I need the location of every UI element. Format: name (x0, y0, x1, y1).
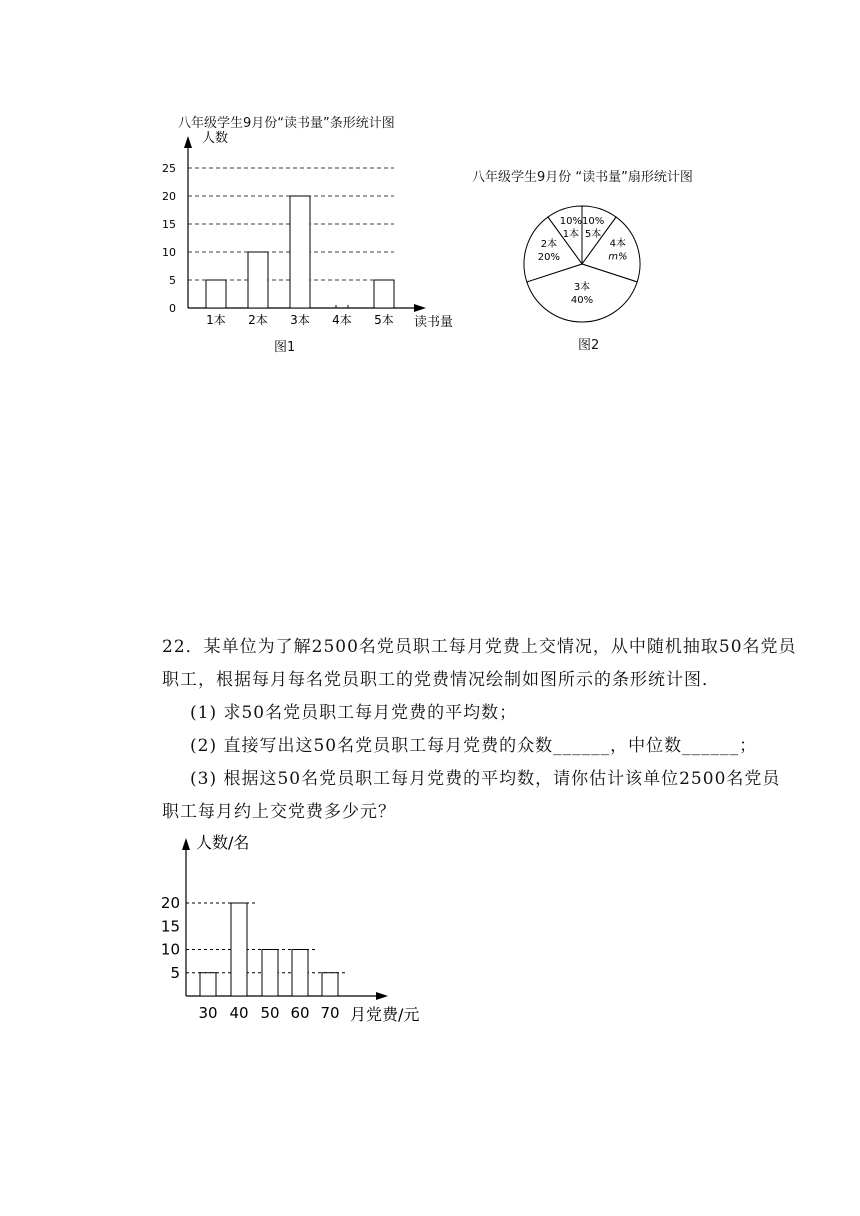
question-line-2: 职工，根据每月每名党员职工的党费情况绘制如图所示的条形统计图． (162, 670, 720, 690)
figure1-bar-chart (150, 128, 470, 338)
f2-slice-name-label: 4本 (609, 238, 627, 250)
f1-y-tick-label: 20 (162, 190, 176, 203)
f1-y-tick-label: 0 (169, 302, 176, 315)
f2-slice-name-label: 3本 (573, 281, 591, 293)
f3-y-arrow (182, 838, 190, 850)
f2-slice-percent-label: 10% (559, 215, 583, 227)
f1-bar (206, 280, 226, 308)
f1-y-tick-label: 10 (162, 246, 176, 259)
question-sub-1: (1) 求50名党员职工每月党费的平均数； (190, 703, 518, 723)
f1-y-tick-label: 25 (162, 162, 176, 175)
question-sub-3-cont: 职工每月约上交党费多少元？ (162, 802, 396, 822)
f3-x-axis-title: 月党费/元 (350, 1005, 420, 1024)
f3-x-arrow (376, 992, 388, 1000)
f2-slice-name-label: 5本 (584, 228, 602, 240)
f3-y-tick-label: 20 (160, 894, 180, 912)
f1-x-tick-label: 3本 (290, 313, 310, 327)
f1-y-arrow (184, 136, 192, 148)
f1-x-tick-label: 2本 (248, 313, 268, 327)
f1-bar (290, 196, 310, 308)
f1-bar (374, 280, 394, 308)
f1-bar (248, 252, 268, 308)
f3-bar (322, 973, 338, 996)
f3-x-tick-label: 40 (229, 1004, 249, 1022)
f1-x-axis-title: 读书量 (414, 315, 454, 330)
f2-slice-percent-label: 10% (581, 215, 605, 227)
f3-y-tick-label: 15 (160, 917, 180, 936)
f1-x-tick-label: 4本 (332, 313, 352, 327)
figure3-bar-chart (150, 826, 450, 1026)
f1-x-tick-label: 5本 (374, 313, 394, 327)
f3-y-axis-title: 人数/名 (196, 833, 250, 852)
question-sub-2: (2) 直接写出这50名党员职工每月党费的众数______，中位数______； (190, 736, 758, 756)
f3-x-tick-label: 60 (290, 1004, 310, 1022)
f3-bar (231, 903, 247, 996)
f1-x-arrow (414, 304, 426, 312)
f1-x-tick-label: 1本 (206, 313, 226, 327)
question-sub-3: (3) 根据这50名党员职工每月党费的平均数，请你估计该单位2500名党员 (190, 769, 781, 789)
f2-slice-name-label: 2本 (540, 239, 558, 251)
f1-y-tick-label: 5 (169, 274, 176, 287)
f1-y-axis-title: 人数 (202, 131, 229, 146)
f2-slice-percent-label: m% (608, 251, 628, 263)
figure1-caption: 图1 (274, 340, 296, 355)
f3-bar (200, 973, 216, 996)
f3-x-tick-label: 50 (260, 1004, 280, 1022)
f3-y-tick-label: 5 (170, 963, 180, 982)
f3-x-tick-label: 70 (320, 1004, 340, 1022)
f3-bar (292, 950, 308, 997)
f3-x-tick-label: 30 (198, 1004, 218, 1022)
f2-slice-percent-label: 20% (537, 252, 561, 264)
figure2-caption: 图2 (578, 338, 600, 353)
f2-slice-percent-label: 40% (570, 294, 594, 306)
figure1-title: 八年级学生9月份“读书量”条形统计图 (178, 116, 395, 131)
question-line-1: 22．某单位为了解2500名党员职工每月党费上交情况，从中随机抽取50名党员 (162, 637, 797, 657)
figure2-pie-chart (512, 192, 662, 332)
f1-y-tick-label: 15 (162, 218, 176, 231)
figure2-title: 八年级学生9月份 “读书量”扇形统计图 (472, 170, 693, 185)
f2-slice-name-label: 1本 (562, 228, 580, 240)
f3-y-tick-label: 10 (160, 940, 180, 959)
f3-bar (262, 950, 278, 997)
